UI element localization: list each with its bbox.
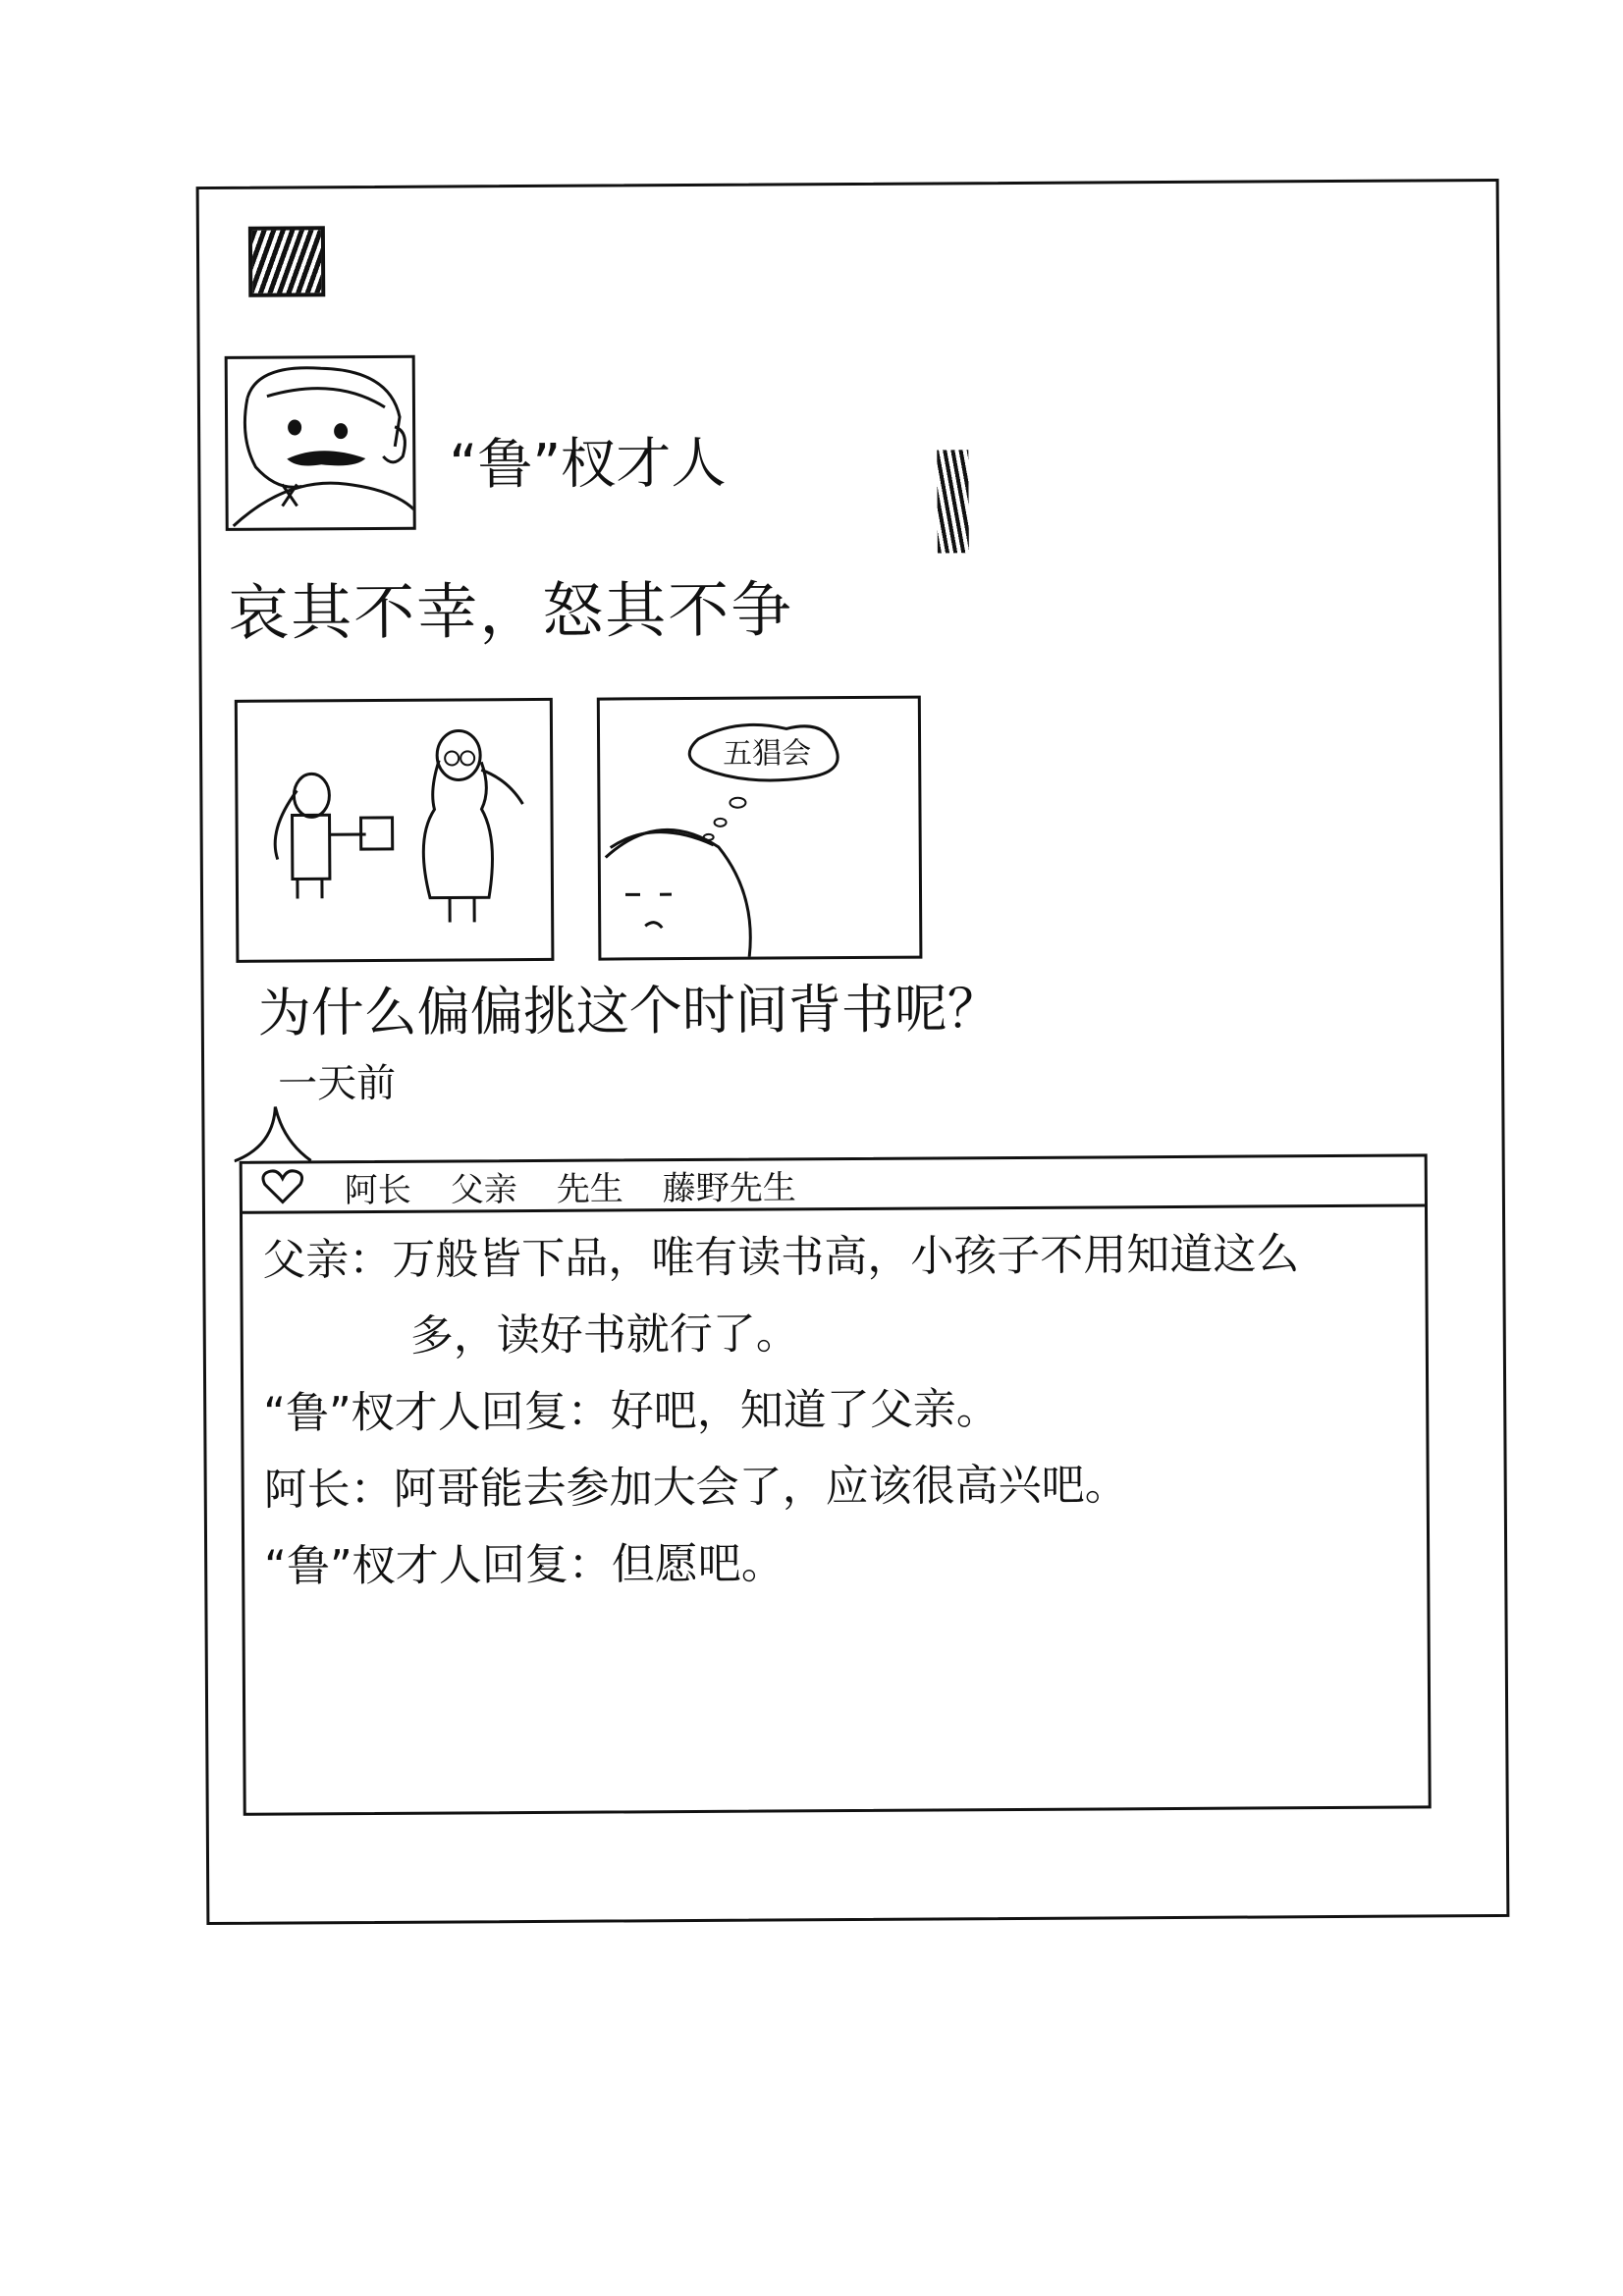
liker-name[interactable]: 阿长 (344, 1170, 411, 1210)
likes-row (243, 1156, 1425, 1213)
liker-list (345, 1160, 796, 1211)
comic-figures-icon (238, 701, 555, 963)
comment[interactable]: 阿长：阿哥能去参加大会了，应该很高兴吧。 (263, 1460, 1128, 1516)
scribbled-mark (937, 450, 969, 553)
post-image[interactable] (597, 696, 923, 961)
comment-pointer (234, 1101, 312, 1162)
comment-continuation: 多，读好书就行了。 (409, 1308, 799, 1362)
comment-box (240, 1153, 1432, 1815)
post-image[interactable] (235, 698, 555, 963)
avatar[interactable] (225, 355, 416, 531)
author-name[interactable]: “鲁”杈才人 (449, 431, 727, 498)
comment-reply[interactable]: “鲁”杈才人回复：好吧，知道了父亲。 (263, 1384, 1000, 1439)
scribbled-mark (248, 226, 325, 296)
heart-icon[interactable] (260, 1168, 305, 1205)
face-icon (228, 358, 416, 531)
thought-bubble-text: 五猖会 (723, 736, 812, 772)
post-caption: 为什么偏偏挑这个时间背书呢？ (257, 978, 1001, 1044)
post-card (196, 179, 1510, 1925)
liker-name[interactable]: 父亲 (450, 1169, 517, 1210)
comment-reply[interactable]: “鲁”杈才人回复：但愿吧。 (264, 1538, 784, 1592)
comment[interactable]: 父亲：万般皆下品，唯有读书高，小孩子不用知道这么 (262, 1229, 1300, 1286)
comment-thread (262, 1216, 1407, 1606)
post-timestamp: 一天前 (278, 1060, 397, 1107)
post-text: 哀其不幸，怒其不争 (228, 573, 794, 649)
liker-name[interactable]: 先生 (556, 1168, 623, 1209)
thinking-face-icon (600, 699, 923, 961)
liker-name[interactable]: 藤野先生 (662, 1167, 796, 1208)
